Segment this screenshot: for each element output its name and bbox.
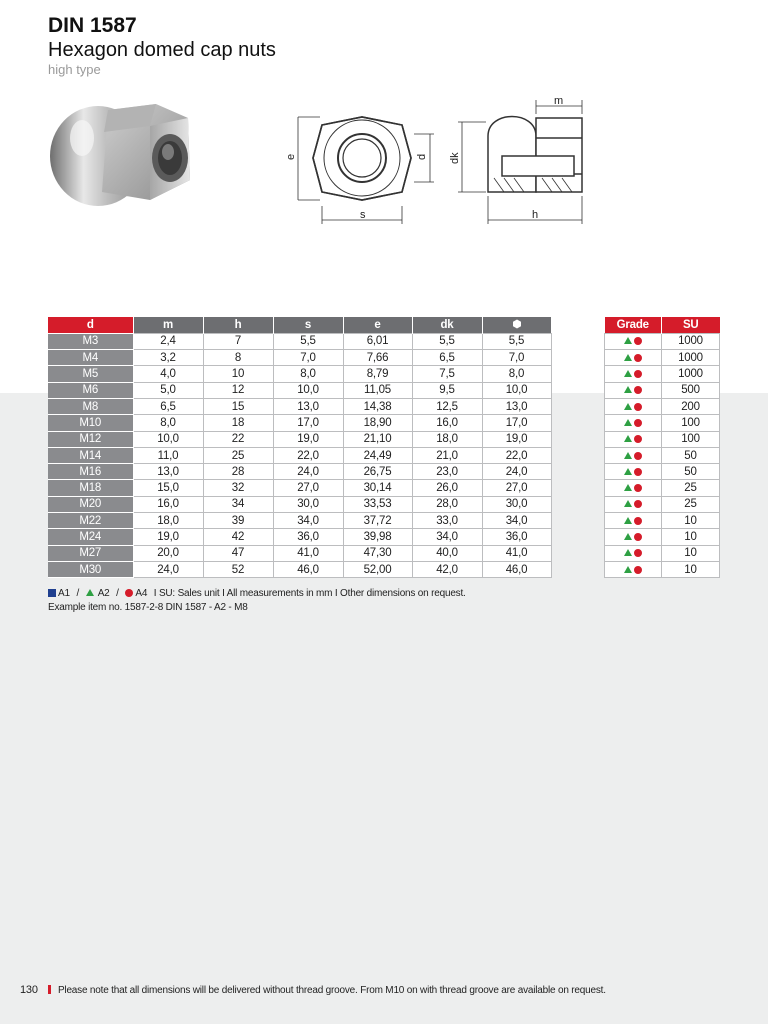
cell-s: 22,0 bbox=[273, 447, 343, 463]
cell-dk: 5,5 bbox=[412, 333, 482, 349]
page-subtitle: Hexagon domed cap nuts bbox=[48, 39, 276, 61]
header-d: d bbox=[48, 317, 133, 333]
triangle-green-icon bbox=[624, 386, 632, 393]
table-row bbox=[48, 561, 551, 577]
cell-m: 4,0 bbox=[133, 366, 203, 382]
legend-info: I SU: Sales unit I All measurements in mm I Other dimensions on request. bbox=[153, 588, 466, 599]
dot-red-icon bbox=[634, 500, 642, 508]
table-row bbox=[48, 447, 551, 463]
table-row bbox=[48, 415, 551, 431]
cell-su: 1000 bbox=[662, 366, 720, 382]
cell-s: 19,0 bbox=[273, 431, 343, 447]
dot-red-icon bbox=[634, 452, 642, 460]
cell-s: 46,0 bbox=[273, 561, 343, 577]
cell-d: M16 bbox=[48, 464, 133, 480]
table-row bbox=[48, 398, 551, 414]
drawing-label-dk: dk bbox=[449, 152, 461, 164]
cell-d: M12 bbox=[48, 431, 133, 447]
cell-s: 8,0 bbox=[273, 366, 343, 382]
cell-m: 15,0 bbox=[133, 480, 203, 496]
cell-e: 7,66 bbox=[343, 350, 412, 366]
dot-red-icon bbox=[634, 484, 642, 492]
cell-dk: 34,0 bbox=[412, 529, 482, 545]
cell-su: 10 bbox=[662, 513, 720, 529]
cell-dk: 26,0 bbox=[412, 480, 482, 496]
footer-note: Please note that all dimensions will be delivered without thread groove. From M10 on with thread groove are available on request. bbox=[57, 985, 606, 996]
triangle-green-icon bbox=[624, 566, 632, 573]
cell-h: 42 bbox=[203, 529, 273, 545]
drawing-label-s: s bbox=[360, 209, 366, 221]
cell-d: M18 bbox=[48, 480, 133, 496]
cell-h: 25 bbox=[203, 447, 273, 463]
cell-grade bbox=[605, 350, 662, 366]
dimensions-table-header bbox=[48, 317, 551, 333]
technical-drawing bbox=[282, 96, 592, 228]
legend-a1: A1 bbox=[58, 588, 70, 599]
cell-hex: 19,0 bbox=[482, 431, 551, 447]
cell-s: 34,0 bbox=[273, 513, 343, 529]
cell-dk: 23,0 bbox=[412, 464, 482, 480]
cell-grade bbox=[605, 431, 662, 447]
table-row bbox=[605, 464, 720, 480]
cell-su: 25 bbox=[662, 496, 720, 512]
cell-grade bbox=[605, 464, 662, 480]
table-row bbox=[605, 333, 720, 349]
table-row bbox=[48, 545, 551, 561]
cell-dk: 40,0 bbox=[412, 545, 482, 561]
cell-h: 8 bbox=[203, 350, 273, 366]
table-row bbox=[605, 496, 720, 512]
page-header bbox=[48, 14, 276, 78]
cell-m: 2,4 bbox=[133, 333, 203, 349]
cell-su: 500 bbox=[662, 382, 720, 398]
table-row bbox=[605, 529, 720, 545]
table-row bbox=[605, 415, 720, 431]
cell-grade bbox=[605, 561, 662, 577]
cell-dk: 18,0 bbox=[412, 431, 482, 447]
cell-s: 17,0 bbox=[273, 415, 343, 431]
cell-grade bbox=[605, 545, 662, 561]
cell-e: 24,49 bbox=[343, 447, 412, 463]
table-row bbox=[605, 480, 720, 496]
table-row bbox=[605, 447, 720, 463]
cell-s: 7,0 bbox=[273, 350, 343, 366]
a2-triangle-icon bbox=[86, 589, 94, 596]
cell-grade bbox=[605, 513, 662, 529]
cell-dk: 6,5 bbox=[412, 350, 482, 366]
page-number: 130 bbox=[20, 984, 38, 996]
cell-m: 20,0 bbox=[133, 545, 203, 561]
triangle-green-icon bbox=[624, 533, 632, 540]
triangle-green-icon bbox=[624, 468, 632, 475]
dot-red-icon bbox=[634, 517, 642, 525]
cell-h: 7 bbox=[203, 333, 273, 349]
dot-red-icon bbox=[634, 419, 642, 427]
cell-s: 41,0 bbox=[273, 545, 343, 561]
triangle-green-icon bbox=[624, 419, 632, 426]
cell-grade bbox=[605, 333, 662, 349]
table-row bbox=[48, 529, 551, 545]
cell-s: 36,0 bbox=[273, 529, 343, 545]
drawing-label-e: e bbox=[285, 153, 297, 160]
table-row bbox=[605, 545, 720, 561]
cell-dk: 42,0 bbox=[412, 561, 482, 577]
cell-d: M27 bbox=[48, 545, 133, 561]
dot-red-icon bbox=[634, 370, 642, 378]
dot-red-icon bbox=[634, 435, 642, 443]
table-row bbox=[605, 561, 720, 577]
dimensions-table bbox=[48, 317, 552, 578]
cell-su: 10 bbox=[662, 561, 720, 577]
table-row bbox=[48, 513, 551, 529]
cell-su: 10 bbox=[662, 545, 720, 561]
page-tagline: high type bbox=[48, 62, 101, 77]
footer-red-marker-icon bbox=[48, 985, 51, 994]
cell-grade bbox=[605, 496, 662, 512]
legend-a4: A4 bbox=[135, 588, 148, 599]
dot-red-icon bbox=[634, 566, 642, 574]
dot-red-icon bbox=[634, 386, 642, 394]
cell-hex: 8,0 bbox=[482, 366, 551, 382]
cell-d: M22 bbox=[48, 513, 133, 529]
cell-su: 50 bbox=[662, 464, 720, 480]
table-row bbox=[605, 513, 720, 529]
legend-example: Example item no. 1587-2-8 DIN 1587 - A2 - M8 bbox=[48, 602, 248, 613]
table-row bbox=[605, 382, 720, 398]
cell-su: 1000 bbox=[662, 333, 720, 349]
dot-red-icon bbox=[634, 403, 642, 411]
cell-s: 5,5 bbox=[273, 333, 343, 349]
cell-m: 6,5 bbox=[133, 398, 203, 414]
cell-h: 47 bbox=[203, 545, 273, 561]
table-row bbox=[605, 398, 720, 414]
cell-m: 16,0 bbox=[133, 496, 203, 512]
triangle-green-icon bbox=[624, 337, 632, 344]
cell-d: M6 bbox=[48, 382, 133, 398]
legend-grades bbox=[48, 587, 466, 601]
header-h: h bbox=[203, 317, 273, 333]
cell-e: 52,00 bbox=[343, 561, 412, 577]
page-title: DIN 1587 bbox=[48, 14, 137, 37]
cell-m: 11,0 bbox=[133, 447, 203, 463]
header-e: e bbox=[343, 317, 412, 333]
legend bbox=[48, 587, 466, 615]
cell-grade bbox=[605, 480, 662, 496]
cell-d: M5 bbox=[48, 366, 133, 382]
cell-grade bbox=[605, 447, 662, 463]
cell-h: 52 bbox=[203, 561, 273, 577]
cell-d: M10 bbox=[48, 415, 133, 431]
cell-h: 34 bbox=[203, 496, 273, 512]
legend-slash: / bbox=[116, 588, 119, 599]
cell-s: 13,0 bbox=[273, 398, 343, 414]
cell-su: 50 bbox=[662, 447, 720, 463]
cell-su: 25 bbox=[662, 480, 720, 496]
table-row bbox=[605, 366, 720, 382]
cell-m: 5,0 bbox=[133, 382, 203, 398]
cell-hex: 34,0 bbox=[482, 513, 551, 529]
header-dk: dk bbox=[412, 317, 482, 333]
cell-su: 200 bbox=[662, 398, 720, 414]
cell-dk: 16,0 bbox=[412, 415, 482, 431]
table-row bbox=[48, 464, 551, 480]
cell-e: 11,05 bbox=[343, 382, 412, 398]
triangle-green-icon bbox=[624, 500, 632, 507]
cell-d: M3 bbox=[48, 333, 133, 349]
page-footer bbox=[20, 984, 606, 996]
table-row bbox=[605, 350, 720, 366]
header-grade: Grade bbox=[605, 317, 662, 333]
cell-grade bbox=[605, 529, 662, 545]
cell-e: 8,79 bbox=[343, 366, 412, 382]
cell-su: 1000 bbox=[662, 350, 720, 366]
dot-red-icon bbox=[634, 468, 642, 476]
cell-hex: 13,0 bbox=[482, 398, 551, 414]
cell-grade bbox=[605, 398, 662, 414]
front-view-hexagon bbox=[313, 117, 411, 200]
triangle-green-icon bbox=[624, 452, 632, 459]
cell-dk: 33,0 bbox=[412, 513, 482, 529]
cell-h: 32 bbox=[203, 480, 273, 496]
cell-h: 39 bbox=[203, 513, 273, 529]
dot-red-icon bbox=[634, 354, 642, 362]
triangle-green-icon bbox=[624, 517, 632, 524]
cell-d: M24 bbox=[48, 529, 133, 545]
header-hexagon bbox=[482, 317, 551, 333]
legend-slash: / bbox=[76, 588, 80, 599]
cell-su: 10 bbox=[662, 529, 720, 545]
cell-m: 10,0 bbox=[133, 431, 203, 447]
cell-s: 24,0 bbox=[273, 464, 343, 480]
drawing-label-d: d bbox=[416, 153, 428, 160]
cell-hex: 10,0 bbox=[482, 382, 551, 398]
table-row bbox=[48, 366, 551, 382]
grade-table-header bbox=[605, 317, 720, 333]
cell-grade bbox=[605, 366, 662, 382]
drawing-label-m: m bbox=[554, 96, 564, 107]
cell-e: 14,38 bbox=[343, 398, 412, 414]
cell-hex: 24,0 bbox=[482, 464, 551, 480]
cell-d: M30 bbox=[48, 561, 133, 577]
cell-h: 22 bbox=[203, 431, 273, 447]
triangle-green-icon bbox=[624, 403, 632, 410]
dot-red-icon bbox=[634, 549, 642, 557]
cell-d: M8 bbox=[48, 398, 133, 414]
cell-hex: 46,0 bbox=[482, 561, 551, 577]
legend-a2: A2 bbox=[97, 588, 110, 599]
triangle-green-icon bbox=[624, 549, 632, 556]
triangle-green-icon bbox=[624, 354, 632, 361]
cell-su: 100 bbox=[662, 431, 720, 447]
cell-hex: 27,0 bbox=[482, 480, 551, 496]
cell-h: 28 bbox=[203, 464, 273, 480]
cell-e: 6,01 bbox=[343, 333, 412, 349]
header-m: m bbox=[133, 317, 203, 333]
cell-s: 27,0 bbox=[273, 480, 343, 496]
cell-h: 15 bbox=[203, 398, 273, 414]
cell-e: 21,10 bbox=[343, 431, 412, 447]
cell-hex: 5,5 bbox=[482, 333, 551, 349]
a4-dot-icon bbox=[125, 589, 133, 597]
cell-hex: 7,0 bbox=[482, 350, 551, 366]
cell-su: 100 bbox=[662, 415, 720, 431]
cell-grade bbox=[605, 382, 662, 398]
hexagon-icon bbox=[512, 319, 522, 329]
cell-e: 47,30 bbox=[343, 545, 412, 561]
cell-hex: 41,0 bbox=[482, 545, 551, 561]
triangle-green-icon bbox=[624, 435, 632, 442]
cell-dk: 28,0 bbox=[412, 496, 482, 512]
dot-red-icon bbox=[634, 337, 642, 345]
cell-d: M14 bbox=[48, 447, 133, 463]
cell-dk: 7,5 bbox=[412, 366, 482, 382]
cell-m: 24,0 bbox=[133, 561, 203, 577]
cell-h: 12 bbox=[203, 382, 273, 398]
cell-m: 13,0 bbox=[133, 464, 203, 480]
header-su: SU bbox=[662, 317, 720, 333]
cell-hex: 17,0 bbox=[482, 415, 551, 431]
table-row bbox=[48, 333, 551, 349]
header-s: s bbox=[273, 317, 343, 333]
drawing-label-h: h bbox=[532, 209, 539, 221]
product-photo-cap-nut bbox=[46, 96, 196, 210]
cell-m: 19,0 bbox=[133, 529, 203, 545]
cell-d: M20 bbox=[48, 496, 133, 512]
cell-dk: 21,0 bbox=[412, 447, 482, 463]
grade-su-table bbox=[604, 317, 720, 578]
cell-d: M4 bbox=[48, 350, 133, 366]
cell-hex: 36,0 bbox=[482, 529, 551, 545]
cell-grade bbox=[605, 415, 662, 431]
dot-red-icon bbox=[634, 533, 642, 541]
cell-h: 10 bbox=[203, 366, 273, 382]
triangle-green-icon bbox=[624, 370, 632, 377]
side-view-cap-nut bbox=[488, 117, 582, 193]
cell-e: 18,90 bbox=[343, 415, 412, 431]
cell-s: 10,0 bbox=[273, 382, 343, 398]
cell-hex: 22,0 bbox=[482, 447, 551, 463]
cell-s: 30,0 bbox=[273, 496, 343, 512]
cell-dk: 9,5 bbox=[412, 382, 482, 398]
cell-m: 18,0 bbox=[133, 513, 203, 529]
cell-e: 30,14 bbox=[343, 480, 412, 496]
table-row bbox=[48, 480, 551, 496]
cell-m: 3,2 bbox=[133, 350, 203, 366]
triangle-green-icon bbox=[624, 484, 632, 491]
cell-e: 26,75 bbox=[343, 464, 412, 480]
table-row bbox=[48, 431, 551, 447]
a1-square-icon bbox=[48, 589, 56, 597]
cell-m: 8,0 bbox=[133, 415, 203, 431]
table-row bbox=[48, 350, 551, 366]
table-row bbox=[48, 382, 551, 398]
cell-e: 37,72 bbox=[343, 513, 412, 529]
table-row bbox=[48, 496, 551, 512]
table-row bbox=[605, 431, 720, 447]
cell-e: 33,53 bbox=[343, 496, 412, 512]
cell-hex: 30,0 bbox=[482, 496, 551, 512]
cell-h: 18 bbox=[203, 415, 273, 431]
cell-e: 39,98 bbox=[343, 529, 412, 545]
cell-dk: 12,5 bbox=[412, 398, 482, 414]
